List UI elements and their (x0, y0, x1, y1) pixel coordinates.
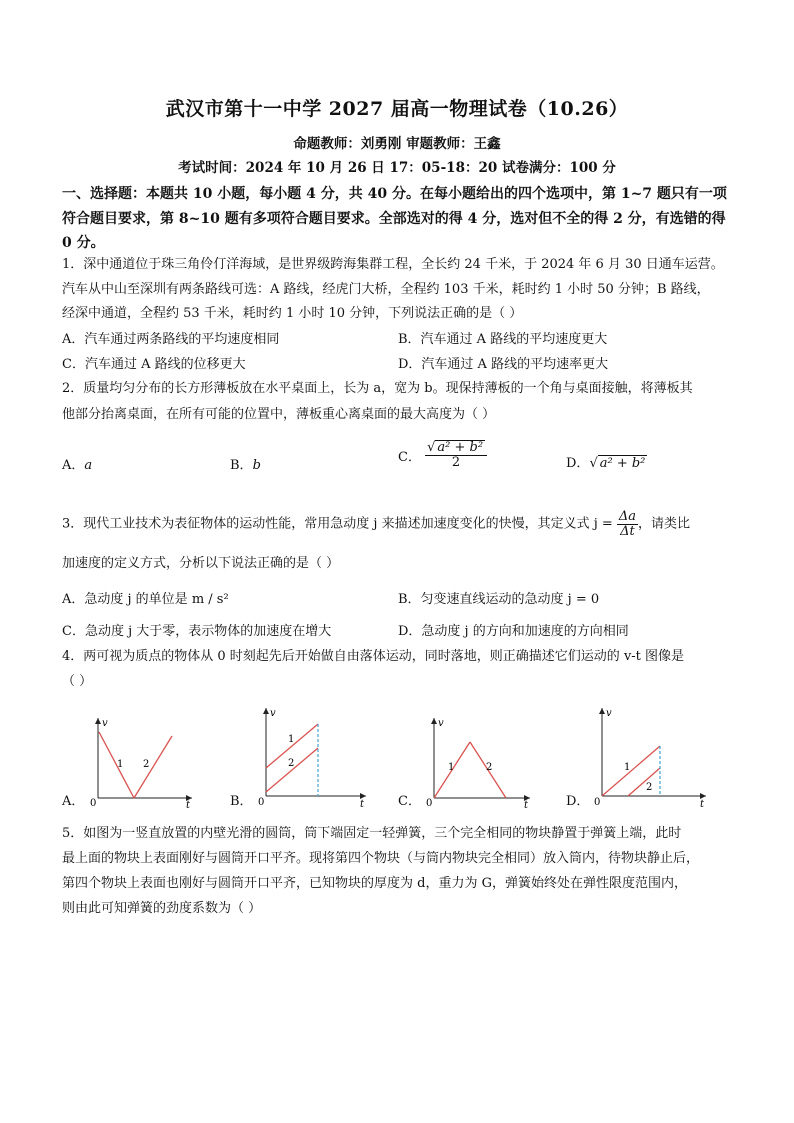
exam-title: 武汉市第十一中学 2027 届高一物理试卷（10.26） (165, 98, 629, 120)
q2-option-d-radicand: a² + b² (599, 456, 646, 471)
q2-option-c-radicand: a² + b² (437, 440, 484, 455)
q4-d-axis-t: t (700, 799, 705, 808)
q4-graph-a (86, 712, 196, 808)
q2-line-2: 他部分抬离桌面，在所有可能的位置中，薄板重心离桌面的最大高度为（ ） (62, 407, 496, 422)
q1-option-b: B．汽车通过 A 路线的平均速度更大 (398, 332, 608, 347)
q1-option-c: C．汽车通过 A 路线的位移更大 (62, 357, 246, 372)
q3-line-1-tail: ，请类比 (638, 516, 691, 532)
q1-line-2: 汽车从中山至深圳有两条路线可选：A 路线，经虎门大桥，全程约 103 千米，耗时约 1 小时 50 分钟；B 路线， (62, 282, 710, 297)
exam-info: 考试时间：2024 年 10 月 26 日 17：05-18：20 试卷满分：100 分 (178, 160, 616, 176)
q1-option-d: D．汽车通过 A 路线的平均速率更大 (398, 357, 609, 372)
q4-a-origin: 0 (90, 798, 97, 808)
q3-line-2: 加速度的定义方式，分析以下说法正确的是（ ） (62, 556, 340, 571)
q3-option-c: C．急动度 j 大于零，表示物体的加速度在增大 (62, 624, 332, 639)
q4-graph-b (254, 704, 370, 808)
q4-b-label-2: 2 (288, 758, 295, 769)
q2-option-d: D．√ a² + b² (566, 456, 646, 471)
q4-c-axis-t: t (524, 800, 529, 808)
q3-option-b: B．匀变速直线运动的急动度 j = 0 (398, 592, 600, 607)
q4-a-line-2 (134, 736, 172, 798)
q3-fraction-denominator: Δt (620, 524, 635, 540)
q1-option-a: A．汽车通过两条路线的平均速度相同 (62, 332, 280, 347)
q4-a-axis-v: v (102, 718, 108, 729)
teacher-info: 命题教师：刘勇刚 审题教师：王鑫 (293, 136, 501, 152)
q4-c-origin: 0 (426, 798, 433, 808)
q2-option-b (230, 454, 261, 473)
q1-line-3: 经深中通道，全程约 53 千米，耗时约 1 小时 10 分钟，下列说法正确的是（ ） (62, 306, 523, 321)
q5-line-1: 5．如图为一竖直放置的内壁光滑的圆筒，筒下端固定一轻弹簧，三个完全相同的物块静置于弹簧上端，此时 (62, 826, 682, 841)
q2-option-b-value: b (252, 458, 261, 473)
q2-option-c-denominator: 2 (451, 455, 461, 471)
q3-line-1-text: 3．现代工业技术为表征物体的运动性能，常用急动度 j 来描述加速度变化的快慢，其定义式 j = (62, 516, 613, 532)
q4-graph-c (422, 712, 534, 808)
q5-line-3: 第四个物块上表面也刚好与圆筒开口平齐，已知物块的厚度为 d，重力为 G，弹簧始终处在弹性限度范围内， (62, 876, 687, 891)
q4-c-axis-v: v (438, 718, 444, 729)
q4-option-b-label: B． (230, 794, 253, 809)
q4-a-axis-t: t (186, 800, 191, 808)
q3-definition-fraction (617, 510, 638, 540)
q4-option-d-label: D． (566, 794, 590, 809)
q4-b-axis-t: t (360, 799, 365, 808)
q4-d-axis-v: v (606, 708, 612, 719)
q4-a-label-2: 2 (143, 759, 150, 770)
q2-option-a-label: A． (62, 458, 85, 473)
q2-option-c-label: C． (398, 449, 421, 465)
q3-option-a: A．急动度 j 的单位是 m / s² (62, 592, 229, 607)
q4-c-label-1: 1 (448, 762, 455, 773)
q5-line-4: 则由此可知弹簧的劲度系数为（ ） (62, 901, 262, 916)
q3-fraction-numerator: Δa (618, 509, 637, 524)
q4-a-label-1: 1 (117, 759, 124, 770)
q2-line-1: 2．质量均匀分布的长方形薄板放在水平桌面上，长为 a，宽为 b。现保持薄板的一个角与桌面接触，将薄板其 (62, 381, 693, 396)
q4-c-label-2: 2 (486, 762, 493, 773)
q1-line-1: 1．深中通道位于珠三角伶仃洋海域，是世界级跨海集群工程，全长约 24 千米，于 2024 年 6 月 30 日通车运营。 (62, 257, 724, 272)
section-intro: 一、选择题：本题共 10 小题，每小题 4 分，共 40 分。在每小题给出的四个选项中，第 1~7 题只有一项符合题目要求，第 8~10 题有多项符合题目要求。全部选对的得 4 分，选对但不全的得 2 分，有选错的得 0 分。 (62, 186, 727, 251)
q2-option-c (398, 440, 487, 471)
q4-line-1: 4．两可视为质点的物体从 0 时刻起先后开始做自由落体运动，同时落地，则正确描述它们运动的 v-t 图像是 (62, 649, 685, 664)
q4-graph-d (590, 704, 710, 808)
q2-option-a-value: a (84, 458, 93, 473)
q4-d-label-1: 1 (624, 762, 631, 773)
q2-option-a (62, 454, 92, 473)
q4-b-line-2 (266, 748, 318, 792)
q4-d-origin: 0 (594, 797, 601, 808)
q4-option-c-label: C． (398, 794, 421, 809)
q2-option-d-label: D． (566, 456, 590, 471)
q4-line-2: （ ） (62, 674, 93, 689)
q3-option-d: D．急动度 j 的方向和加速度的方向相同 (398, 624, 629, 639)
q4-option-a-label: A． (62, 794, 85, 809)
q2-option-b-label: B． (230, 458, 253, 473)
q4-b-label-1: 1 (288, 734, 295, 745)
q3-line-1 (62, 510, 690, 540)
q4-d-label-2: 2 (646, 782, 653, 793)
q5-line-2: 最上面的物块上表面刚好与圆筒开口平齐。现将第四个物块（与筒内物块完全相同）放入筒内，待物块静止后， (62, 851, 700, 866)
q4-d-line-2 (628, 768, 660, 796)
q4-b-axis-v: v (270, 708, 276, 719)
q2-option-c-fraction: $\frac{\text{√ a² + b²}}{2}$ (425, 440, 487, 471)
q4-b-origin: 0 (258, 797, 265, 808)
